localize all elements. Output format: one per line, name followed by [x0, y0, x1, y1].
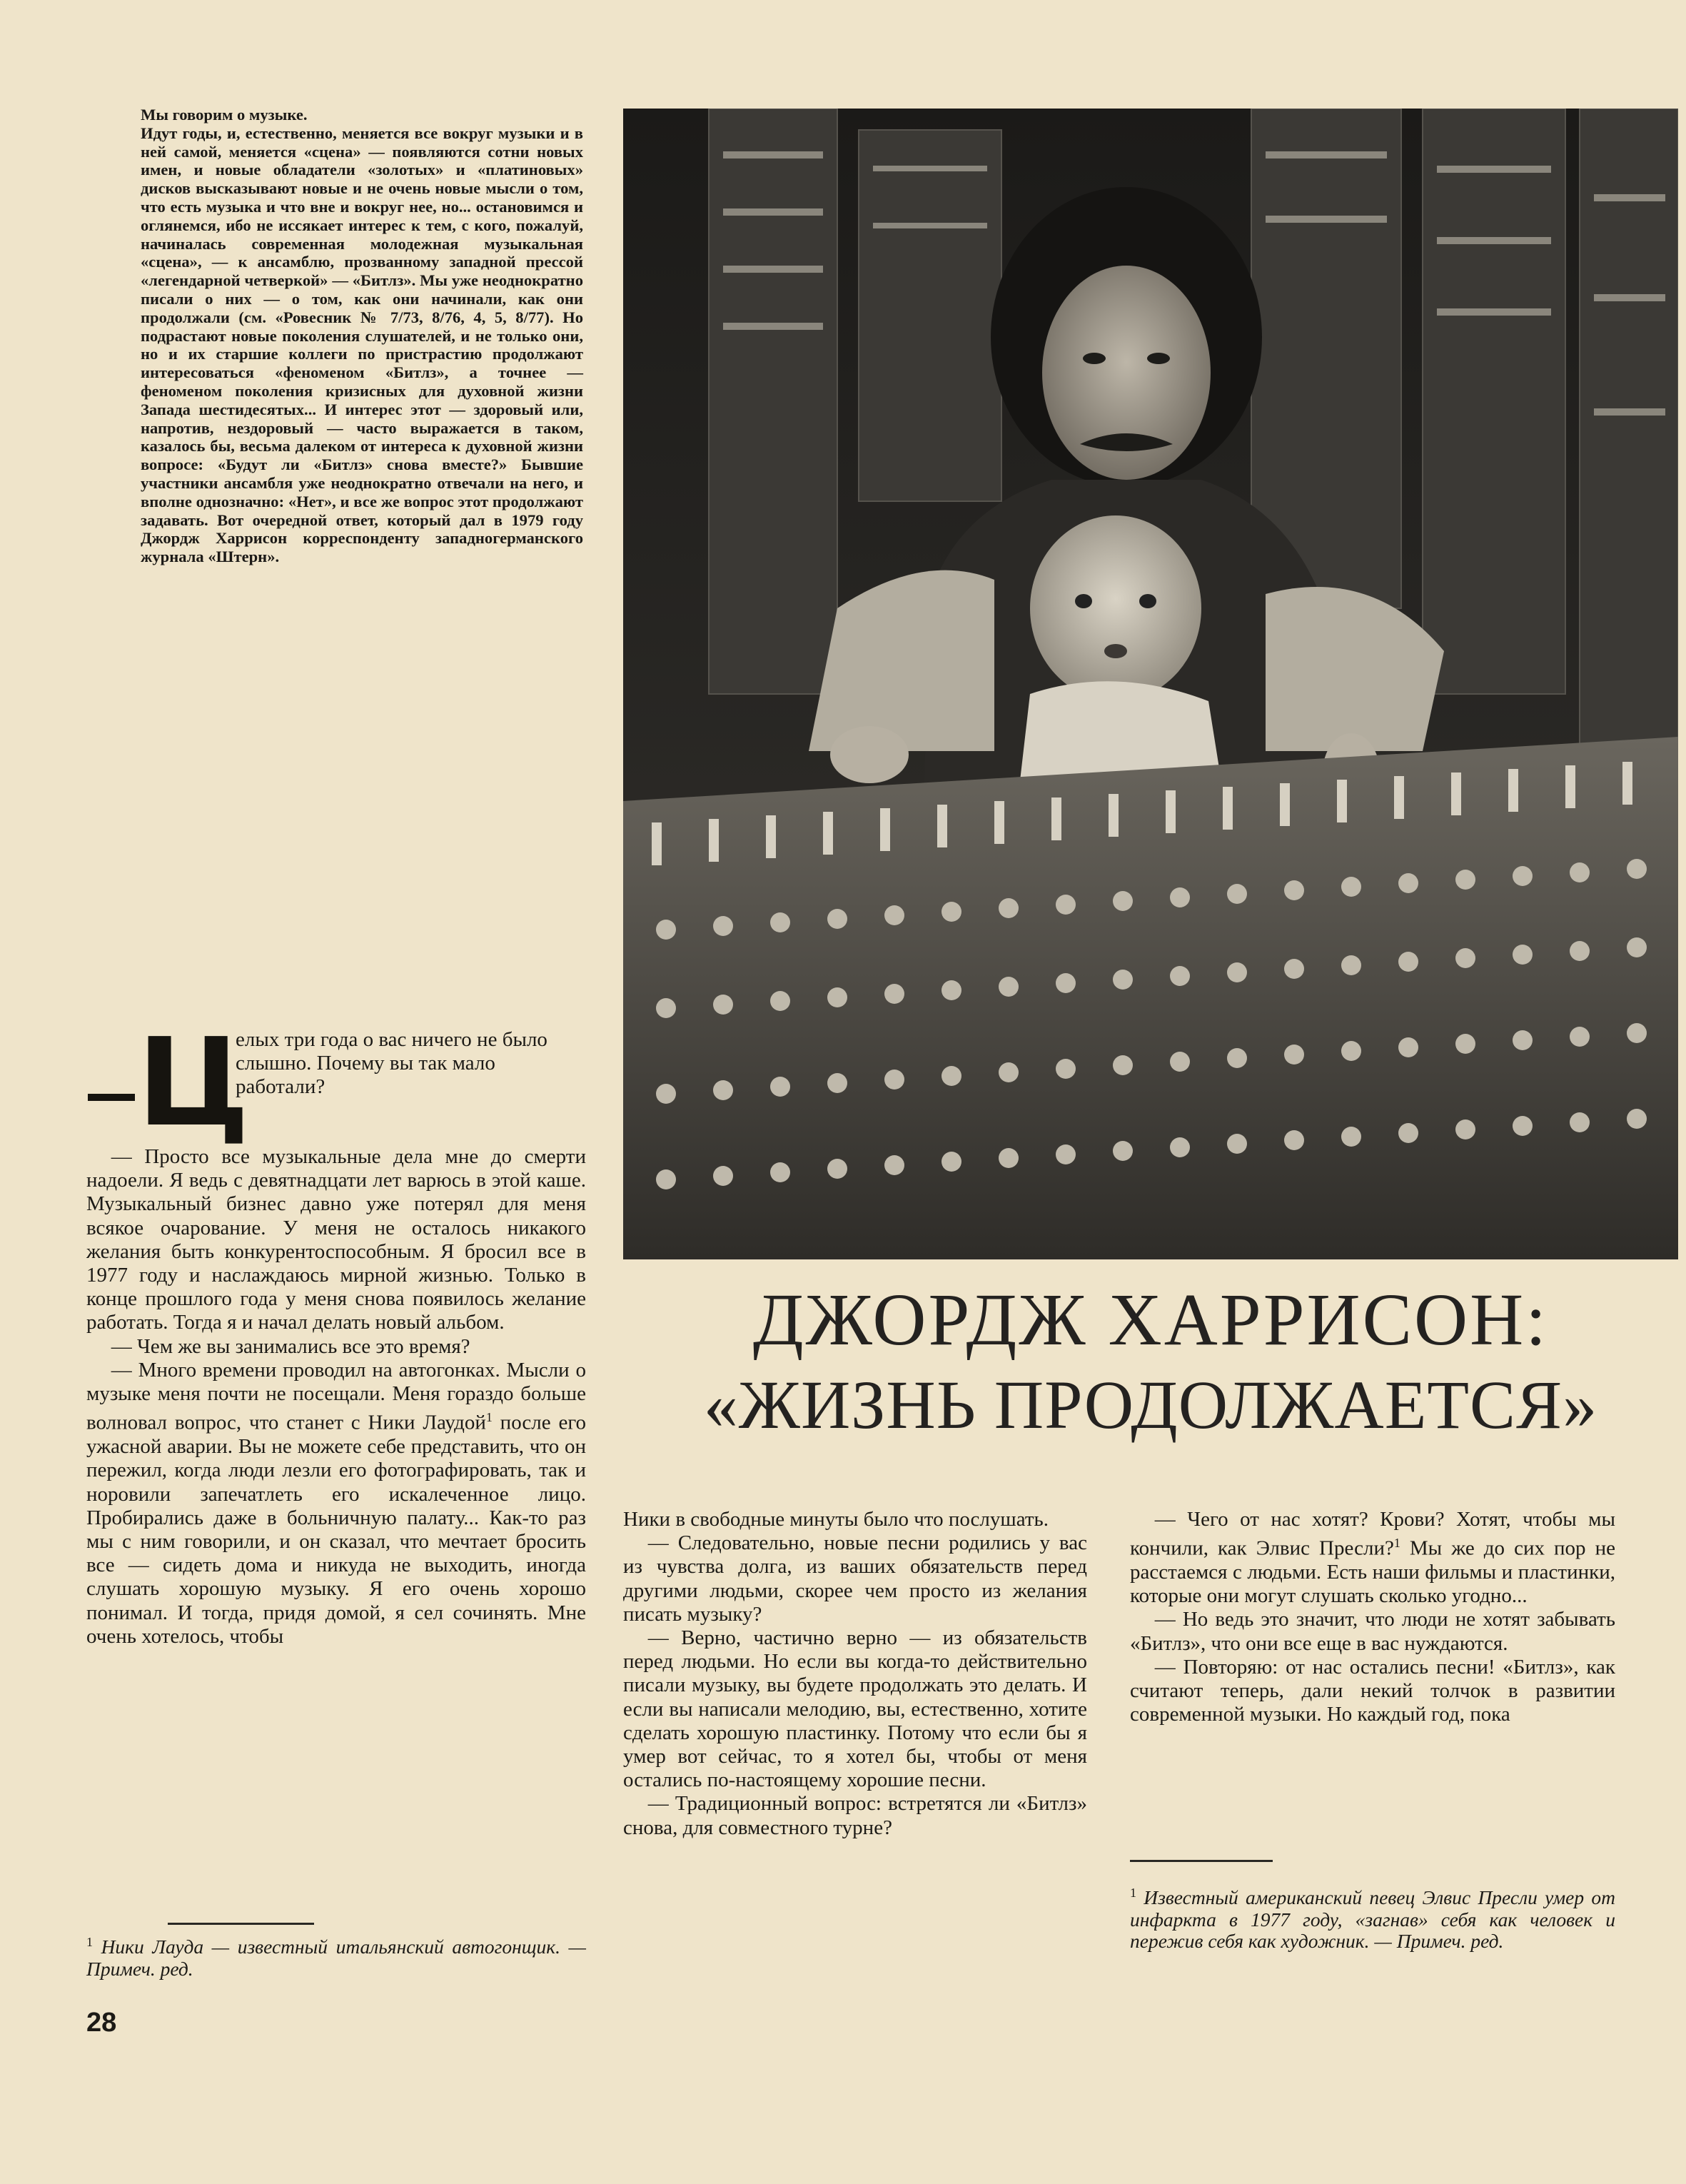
article-headline — [623, 1278, 1678, 1448]
paragraph — [86, 1359, 586, 1649]
paragraph-text: Мы же до сих пор не расстаемся с людьми. Есть наши фильмы и пластинки, которые они могут слушать сколько угодно... — [1130, 1536, 1615, 1608]
headline-line-1: ДЖОРДЖ ХАРРИСОН: — [752, 1279, 1549, 1361]
footnote-ref: 1 — [485, 1410, 493, 1425]
column-1 — [86, 1145, 586, 1649]
paragraph: — Верно, частично верно — из обязательств перед людьми. Но если вы когда-то действительно писали музыку, вы будете продолжать это делать. И если вы написали мелодию, вы, естественно, хотите сделать хорошую пластинку. Потому что если бы я умер вот сейчас, то я хотел бы, чтобы от меня остались по-настоящему хорошие песни. — [623, 1626, 1087, 1792]
paragraph — [1130, 1508, 1615, 1608]
footnote-mark: 1 — [1130, 1886, 1136, 1900]
column-3 — [1130, 1508, 1615, 1726]
intro-text — [141, 106, 583, 566]
intro-heading: Мы говорим о музыке. — [141, 106, 308, 124]
footnote-text: Ники Лауда — известный итальянский автогонщик. — Примеч. ред. — [86, 1936, 586, 1980]
footnote-presley — [1130, 1882, 1615, 1953]
intro-paragraph: Идут годы, и, естественно, меняется все вокруг музыки и в ней самой, меняется «сцена» — появляются сотни новых имен, и новые обладатели «золотых» и «платиновых» дисков высказывают новые и не очень новые мысли о том, что есть музыка и что вне и вокруг нее, но... остановимся и оглянемся, ибо не иссякает интерес к тем, с кого, пожалуй, начиналась современная молодежная музыкальная «сцена», — к ансамблю, прозванному западной прессой «легендарной четверкой» — «Битлз». Мы уже неоднократно писали о них — о том, как они начинали, как они продолжали (см. «Ровесник № 7/73, 8/76, 4, 5, 8/77). Но подрастают новые поколения слушателей, и не только они, но и их старшие коллеги по пристрастию продолжают интересоваться «феноменом «Битлз», а точнее — феноменом поколения кризисных для духовной жизни Запада шестидесятых... И интерес этот — здоровый или, напротив, нездоровый — часто выражается в таком, казалось бы, весьма далеком от интереса к духовной жизни вопросе: «Будут ли «Битлз» снова вместе?» Бывшие участники ансамбля уже неоднократно отвечали на него, и вполне однозначно: «Нет», и все же вопрос этот продолжают задавать. Вот очередной ответ, который дал в 1979 году Джордж Харрисон корреспонденту западногерманского журнала «Штерн». — [141, 124, 583, 566]
footnote-rule — [1130, 1860, 1273, 1862]
paragraph: — Чем же вы занимались все это время? — [111, 1334, 470, 1358]
paragraph: — Следовательно, новые песни родились у вас из чувства долга, из ваших обязательств перед другими людьми, скорее чем просто из желания писать музыку? — [623, 1531, 1087, 1626]
footnote-rule — [168, 1923, 314, 1925]
column-2 — [623, 1508, 1087, 1840]
footnote-lauda — [86, 1931, 586, 1980]
paragraph: Ники в свободные минуты было что послушать. — [623, 1508, 1049, 1531]
drop-cap: Ц — [137, 1012, 250, 1154]
lead-question: елых три года о вас ничего не было слышно. Почему вы так мало работали? — [236, 1028, 547, 1098]
paragraph-text: — Чего от нас хотят? Крови? Хотят, чтобы мы кончили, как Элвис Пресли? — [1130, 1508, 1615, 1560]
footnote-ref: 1 — [1393, 1536, 1400, 1551]
paragraph: — Повторяю: от нас остались песни! «Битлз», как считают теперь, дали некий толчок в развитии современной музыки. Но каждый год, пока — [1130, 1655, 1615, 1726]
paragraph-text: — Много времени проводил на автогонках. Мысли о музыке меня почти не посещали. Меня гораздо больше волновал вопрос, что станет с Ники Лаудой — [86, 1358, 586, 1434]
footnote-text: Известный американский певец Элвис Пресли умер от инфаркта в 1977 году, «загнав» себя как человек и пережив себя как художник. — Примеч. ред. — [1130, 1886, 1616, 1953]
paragraph: — Традиционный вопрос: встретятся ли «Битлз» снова, для совместного турне? — [623, 1792, 1087, 1839]
headline-line-2: «ЖИЗНЬ ПРОДОЛЖАЕТСЯ» — [703, 1367, 1598, 1443]
photo-harrison-with-child — [623, 109, 1678, 1259]
paragraph: — Просто все музыкальные дела мне до смерти надоели. Я ведь с девятнадцати лет варюсь в этой каше. Музыкальный бизнес давно уже потерял для меня всякое очарование. У меня не осталось никакого желания быть конкурентоспособным. Я бросил все в 1977 году и наслаждаюсь мирной жизнью. Только в конце прошлого года у меня снова появилось желание работать. Тогда я и начал делать новый альбом. — [86, 1145, 586, 1334]
paragraph: — Но ведь это значит, что люди не хотят забывать «Битлз», что они все еще в вас нуждаются. — [1130, 1608, 1615, 1655]
footnote-mark: 1 — [86, 1935, 93, 1949]
page-number: 28 — [86, 2008, 117, 2038]
dropcap-dash — [88, 1094, 135, 1101]
paragraph-text: после его ужасной аварии. Вы не можете себе представить, что он пережил, когда люди лезли его фотографировать, так и норовили запечатлеть его искалеченное лицо. Пробирались даже в больничную палату... Как-то раз мы с ним говорили, и он сказал, что мечтает бросить все — сидеть дома и никуда не выходить, иногда слушать хорошую музыку. Я его очень хорошо понимал. И тогда, придя домой, я сел сочинять. Мне очень хотелось, чтобы — [86, 1411, 586, 1648]
